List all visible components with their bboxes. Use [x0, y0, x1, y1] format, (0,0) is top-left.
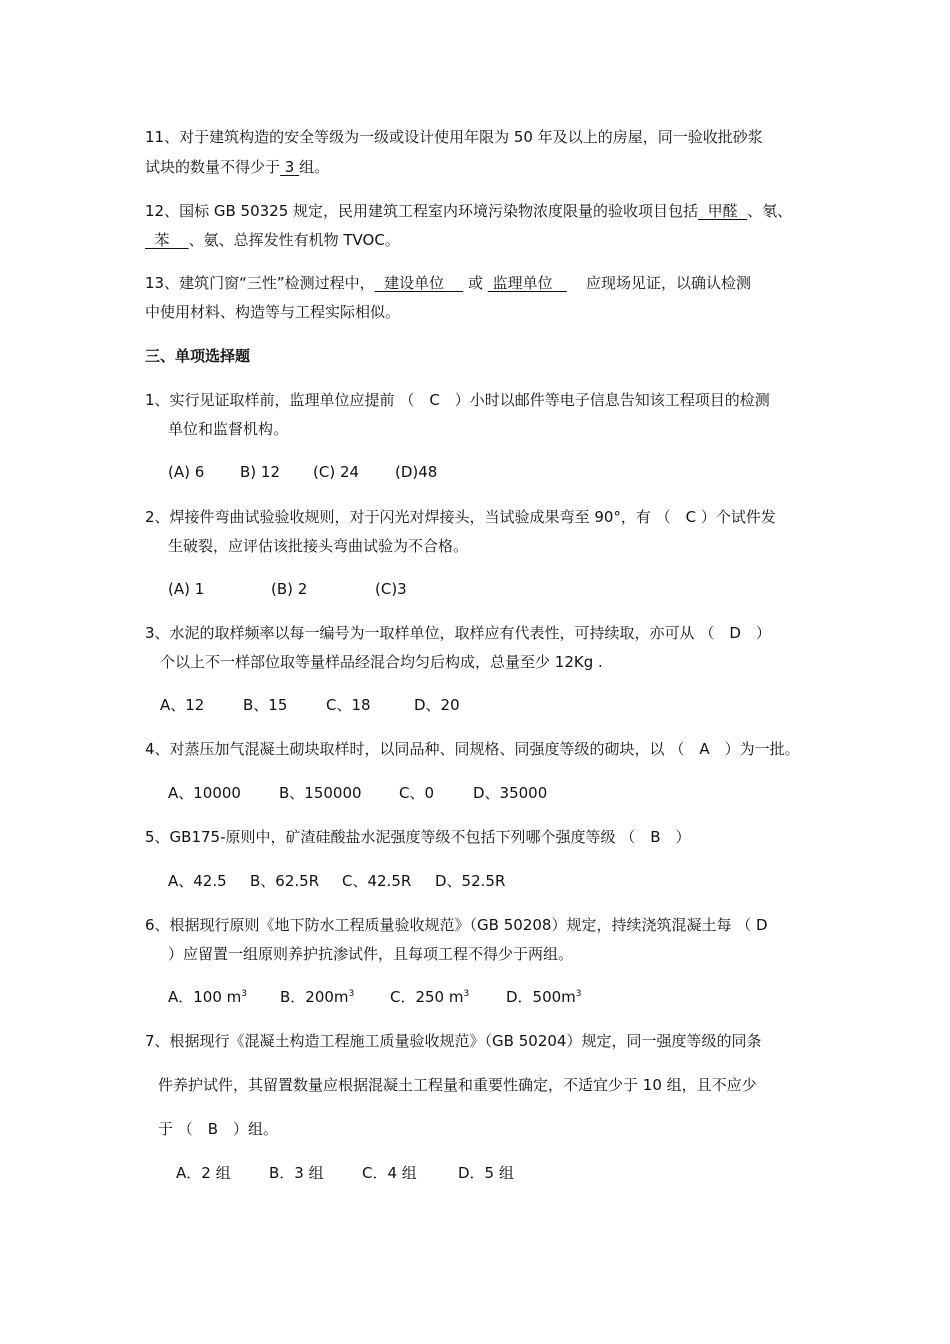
- cq7-line3: 于 （ B ）组。: [158, 1120, 279, 1138]
- cq5-option-b: B、62.5R: [250, 872, 320, 890]
- cq5-options: [168, 871, 505, 891]
- q11-answer-blank: 3: [280, 158, 300, 176]
- cq3-options: [160, 695, 460, 715]
- q12-line2: [145, 230, 400, 250]
- cq1-option-d: (D)48: [395, 463, 438, 481]
- cq6-option-c-text: C．250 m: [390, 988, 464, 1006]
- q11-line1: 11、对于建筑构造的安全等级为一级或设计使用年限为 50 年及以上的房屋，同一验收批砂浆: [145, 128, 763, 146]
- cq1-option-a: (A) 6: [168, 463, 205, 481]
- q12-text-pre: 12、国标 GB 50325 规定，民用建筑工程室内环境污染物浓度限量的验收项目包括: [145, 202, 699, 220]
- cq1-options: [168, 462, 437, 482]
- cq6-option-b-text: B．200m: [280, 988, 349, 1006]
- cq2-options: [168, 579, 407, 599]
- cq1-line1: 1、实行见证取样前，监理单位应提前 （ C ）小时以邮件等电子信息告知该工程项目的检测: [145, 391, 770, 409]
- q13-text-post: 应现场见证，以确认检测: [566, 274, 751, 292]
- q13-text-mid: 或: [463, 274, 488, 292]
- cq3-option-c: C、18: [326, 696, 371, 714]
- cq5-line1: 5、GB175-原则中，矿渣硅酸盐水泥强度等级不包括下列哪个强度等级 （ B ）: [145, 828, 691, 846]
- cq4-line1: 4、对蒸压加气混凝土砌块取样时，以同品种、同规格、同强度等级的砌块，以 （ A ）为一批。: [145, 740, 800, 758]
- q11-text-pre: 试块的数量不得少于: [145, 158, 281, 176]
- cq3-option-b: B、15: [243, 696, 288, 714]
- q13-line1: [145, 273, 751, 293]
- cq2-option-c: (C)3: [375, 580, 407, 598]
- q13-line2: 中使用材料、构造等与工程实际相似。: [145, 303, 401, 321]
- cq7-line1: 7、根据现行《混凝土构造工程施工质量验收规范》（GB 50204）规定，同一强度等级的同条: [145, 1032, 762, 1050]
- cq6-option-a: [168, 987, 280, 1007]
- cq4-option-d: D、35000: [473, 784, 548, 802]
- q12-text-mid: 、氡、: [747, 202, 793, 220]
- cq6-option-c-sup: 3: [463, 989, 470, 999]
- cq6-option-d-sup: 3: [575, 989, 582, 999]
- cq7-option-c: C．4 组: [362, 1164, 417, 1182]
- cq6-option-d: [506, 987, 582, 1007]
- cq1-line2: 单位和监督机构。: [168, 420, 289, 438]
- cq7-option-d: D．5 组: [458, 1164, 514, 1182]
- q11-line2: [145, 157, 329, 177]
- cq2-option-b: (B) 2: [271, 580, 308, 598]
- cq6-option-d-text: D．500m: [506, 988, 576, 1006]
- cq6-option-b: [280, 987, 390, 1007]
- cq6-option-b-sup: 3: [348, 989, 355, 999]
- cq6-option-c: [390, 987, 506, 1007]
- cq4-options: [168, 783, 547, 803]
- q12-text-post: 、氨、总挥发性有机物 TVOC。: [188, 231, 400, 249]
- cq2-line1: 2、焊接件弯曲试验验收规则，对于闪光对焊接头，当试验成果弯至 90°，有 （ C ）个试件发: [145, 508, 776, 526]
- cq1-option-b: B) 12: [240, 463, 280, 481]
- cq6-line1: 6、根据现行原则《地下防水工程质量验收规范》（GB 50208）规定，持续浇筑混凝土每 （ D: [145, 916, 768, 934]
- q12-answer-blank-2: 苯: [145, 231, 189, 249]
- cq7-options: [176, 1163, 514, 1183]
- cq4-option-a: A、10000: [168, 784, 241, 802]
- cq3-option-d: D、20: [414, 696, 460, 714]
- cq3-line1: 3、水泥的取样频率以每一编号为一取样单位，取样应有代表性，可持续取，亦可从 （ D ）: [145, 624, 771, 642]
- cq5-option-c: C、42.5R: [342, 872, 412, 890]
- cq6-line2: ）应留置一组原则养护抗渗试件，且每项工程不得少于两组。: [168, 945, 574, 963]
- q12-line1: [145, 201, 792, 221]
- cq6-options: [168, 987, 582, 1007]
- cq5-option-a: A、42.5: [168, 872, 227, 890]
- cq1-option-c: (C) 24: [313, 463, 360, 481]
- cq6-option-a-text: A．100 m: [168, 988, 242, 1006]
- q13-text-pre: 13、建筑门窗“三性”检测过程中，: [145, 274, 375, 292]
- cq7-line2: 件养护试件，其留置数量应根据混凝土工程量和重要性确定，不适宜少于 10 组，且不应少: [158, 1076, 757, 1094]
- cq7-option-a: A．2 组: [176, 1164, 231, 1182]
- cq2-option-a: (A) 1: [168, 580, 205, 598]
- cq3-line2: 个以上不一样部位取等量样品经混合均匀后构成，总量至少 12Kg .: [160, 653, 603, 671]
- q12-answer-blank-1: 甲醛: [698, 202, 748, 220]
- section-title: 三、单项选择题: [145, 347, 251, 365]
- cq6-option-a-sup: 3: [241, 989, 248, 999]
- cq7-option-b: B．3 组: [269, 1164, 324, 1182]
- cq4-option-c: C、0: [399, 784, 435, 802]
- cq3-option-a: A、12: [160, 696, 205, 714]
- cq4-option-b: B、150000: [279, 784, 362, 802]
- q11-text-post: 组。: [299, 158, 330, 176]
- q13-answer-blank-1: 建设单位: [374, 274, 464, 292]
- cq2-line2: 生破裂，应评估该批接头弯曲试验为不合格。: [168, 537, 469, 555]
- q13-answer-blank-2: 监理单位: [487, 274, 567, 292]
- cq5-option-d: D、52.5R: [435, 872, 506, 890]
